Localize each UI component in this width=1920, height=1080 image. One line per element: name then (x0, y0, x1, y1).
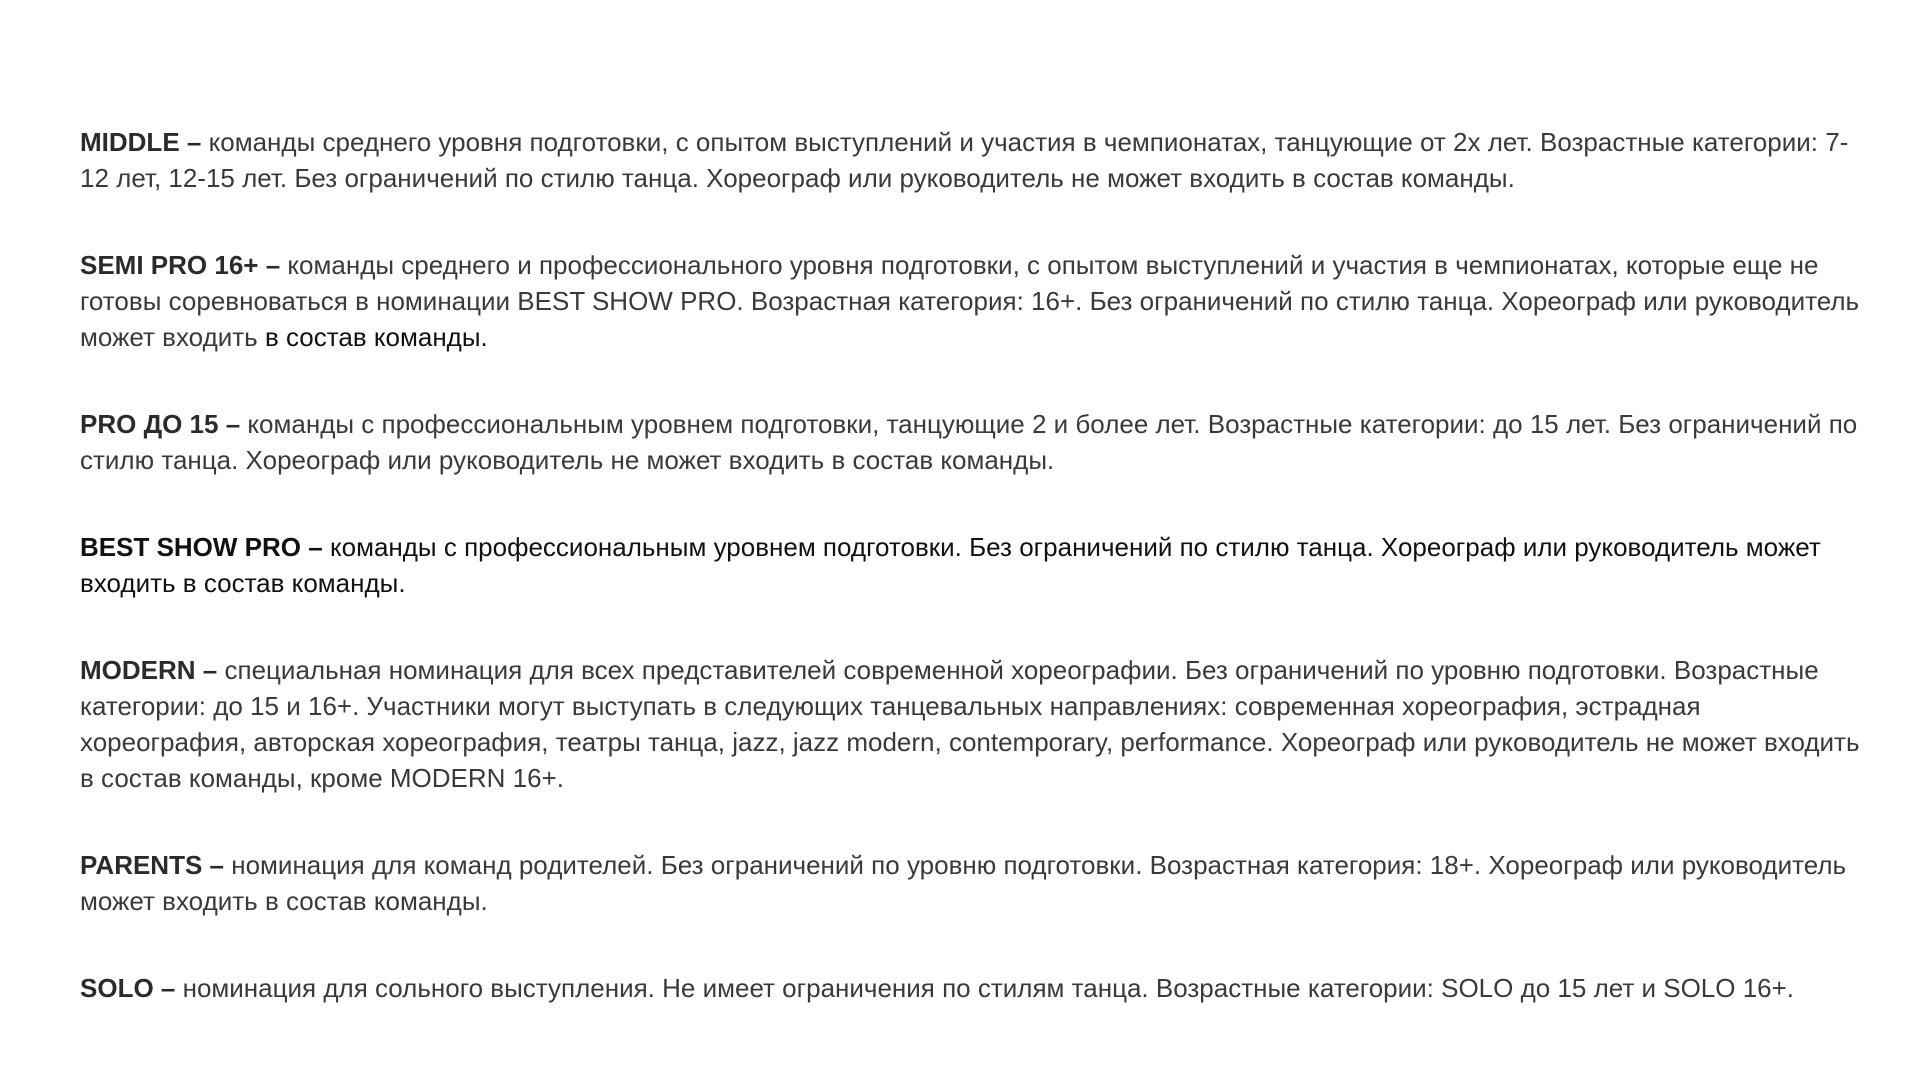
nomination-description: команды среднего и профессионального уровня подготовки, с опытом выступлений и участия в чемпионатах, которые еще не готовы соревноваться в номинации BEST SHOW PRO. Возрастная категория: 16+. Без ограничений по стилю танца. Хореограф или руководитель может входить (80, 250, 1860, 352)
nomination-title: MODERN (80, 655, 196, 685)
nominations-list (80, 124, 1870, 1057)
nomination-dash: – (202, 850, 232, 880)
nomination-dash: – (179, 127, 209, 157)
nomination-title: MIDDLE (80, 127, 180, 157)
nomination-modern (80, 652, 1870, 796)
nomination-title: PRO ДО 15 (80, 409, 219, 439)
nomination-dash: – (195, 655, 225, 685)
nomination-description: номинация для команд родителей. Без ограничений по уровню подготовки. Возрастная категория: 18+. Хореограф или руководитель может входить в состав команды. (80, 850, 1847, 916)
nomination-semi-pro (80, 247, 1870, 355)
nomination-description: номинация для сольного выступления. Не имеет ограничения по стилям танца. Возрастные категории: SOLO до 15 лет и SOLO 16+. (182, 973, 1795, 1003)
nomination-title: BEST SHOW PRO (80, 532, 302, 562)
nomination-description: команды с профессиональным уровнем подготовки. Без ограничений по стилю танца. Хореограф или руководитель может входить в состав команды. (80, 532, 1821, 598)
nomination-best-show-pro (80, 529, 1870, 601)
nomination-description: команды среднего уровня подготовки, с опытом выступлений и участия в чемпионатах, танцующие от 2х лет. Возрастные категории: 7-12 лет, 12-15 лет. Без ограничений по стилю танца. Хореограф или руководитель не может входить в состав команды. (80, 127, 1849, 193)
nomination-dash: – (258, 250, 288, 280)
nomination-description: специальная номинация для всех представителей современной хореографии. Без ограничений по уровню подготовки. Возрастные категории: до 15 и 16+. Участники могут выступать в следующих танцевальных направлениях: современная хореография, эстрадная хореография, авторская хореография, театры танца, jazz, jazz modern, contemporary, performance. Хореограф или руководитель не может входить в состав команды, кроме MODERN 16+. (80, 655, 1860, 793)
nomination-title: SEMI PRO 16+ (80, 250, 259, 280)
nomination-dash: – (301, 532, 330, 562)
nomination-description: команды с профессиональным уровнем подготовки, танцующие 2 и более лет. Возрастные категории: до 15 лет. Без ограничений по стилю танца. Хореограф или руководитель не может входить в состав команды. (80, 409, 1858, 475)
nomination-title: SOLO (80, 973, 154, 1003)
nomination-pro-15 (80, 406, 1870, 478)
nomination-dash: – (218, 409, 248, 439)
nomination-middle (80, 124, 1870, 196)
nomination-description-tail: в состав команды. (257, 322, 488, 352)
nomination-dash: – (153, 973, 183, 1003)
nomination-parents (80, 847, 1870, 919)
nomination-solo (80, 970, 1870, 1006)
nomination-title: PARENTS (80, 850, 203, 880)
